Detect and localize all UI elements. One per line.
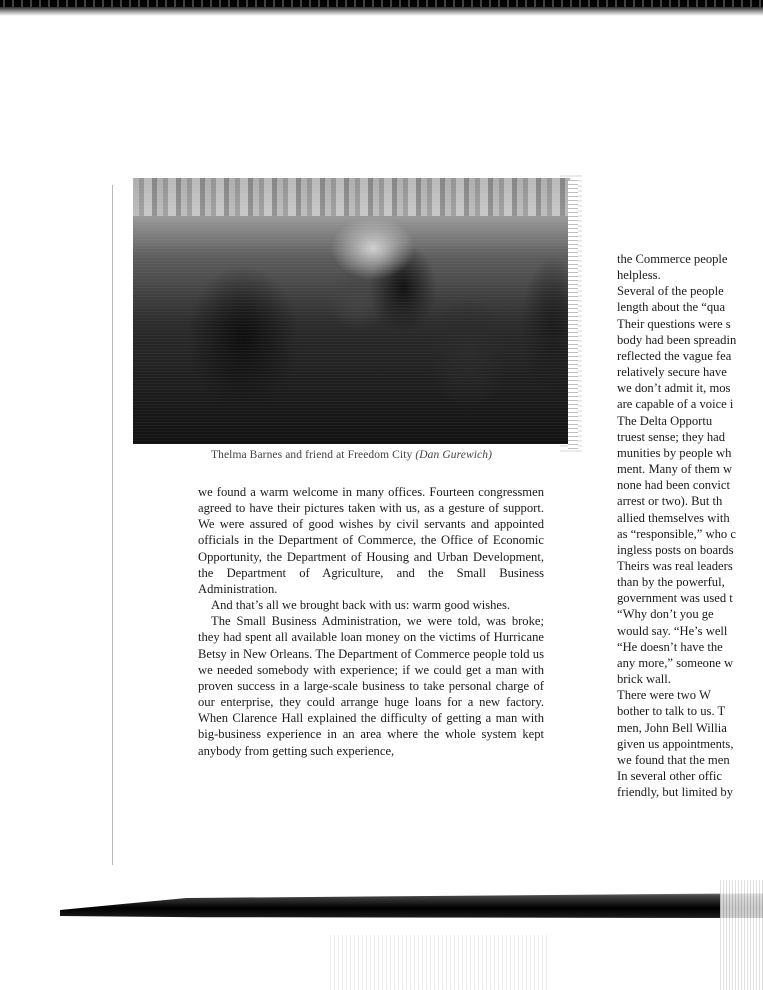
scan-edge-bottom [60,886,763,926]
text-line: “Why don’t you ge [617,607,714,622]
paragraph: we found a warm welcome in many offices. Fourteen congressmen agreed to have their pictures taken with us, as a gesture of support. We were assured of good wishes by civil servants and appointed officials in the Department of Commerce, the Office of Economic Opportunity, the Department of Housing and Urban Development, the Department of Agriculture, and the Small Business Administration. [198,485,544,596]
text-line: friendly, but limited by [617,785,734,800]
text-line: none had been convict [617,478,730,493]
right-text-column-cropped [617,251,763,800]
scan-artifact-left-line [112,185,113,865]
text-line: helpless. [617,268,661,283]
text-line: men, John Bell Willia [617,720,727,735]
text-line: ingless posts on boards [617,542,734,557]
text-line: reflected the vague fea [617,348,732,363]
text-line: Theirs was real leaders [617,558,733,573]
photo-caption [133,449,570,461]
scan-artifact-bottom-noise [330,935,550,990]
text-line: relatively secure have [617,365,727,380]
text-line: would say. “He’s well [617,623,728,638]
scan-artifact-bottom-right [720,880,763,990]
caption-text: Thelma Barnes and friend at Freedom City [210,449,413,461]
text-line: body had been spreadin [617,332,737,347]
caption-credit: (Dan Gurewich) [415,449,492,461]
text-line: the Commerce people [617,252,728,266]
text-line: The Delta Opportu [617,413,713,428]
text-line: government was used t [617,591,733,606]
text-line: we found that the men [617,752,730,767]
text-line: brick wall. [617,672,671,687]
text-line: bother to talk to us. T [617,704,726,719]
text-line: are capable of a voice i [617,397,734,412]
text-line: allied themselves with [617,510,730,525]
left-text-column [198,484,544,759]
text-line: In several other offic [617,769,723,783]
text-line: arrest or two). But th [617,494,723,509]
text-line: munities by people wh [617,445,732,460]
scan-edge-top [0,0,763,16]
paragraph: And that’s all we brought back with us: warm good wishes. [211,598,511,613]
photo-edge-artifact [568,180,578,450]
text-line: Several of the people [617,284,724,299]
text-line: we don’t admit it, mos [617,381,731,396]
photo-freedom-city-crowd [133,178,570,444]
paragraph: The Small Business Administration, we were told, was broke; they had spent all available loan money on the victims of Hurricane Betsy in New Orleans. The Department of Commerce people told us we needed somebody with experience; if we could get a man with proven success in a large-scale business to take personal charge of our enterprise, they could arrange huge loans for a new factory. When Clarence Hall explained the difficulty of getting a man with big-business experience in an area where the whole system kept anybody from getting such experience, [198,614,544,758]
text-line: ment. Many of them w [617,462,733,477]
text-line: Their questions were s [617,316,731,331]
text-line: than by the powerful, [617,575,725,590]
text-line: as “responsible,” who c [617,526,736,541]
text-line: given us appointments, [617,736,734,751]
text-line: any more,” someone w [617,655,734,670]
text-line: “He doesn’t have the [617,639,723,654]
text-line: There were two W [617,688,711,703]
text-line: truest sense; they had [617,429,726,444]
text-line: length about the “qua [617,300,726,315]
